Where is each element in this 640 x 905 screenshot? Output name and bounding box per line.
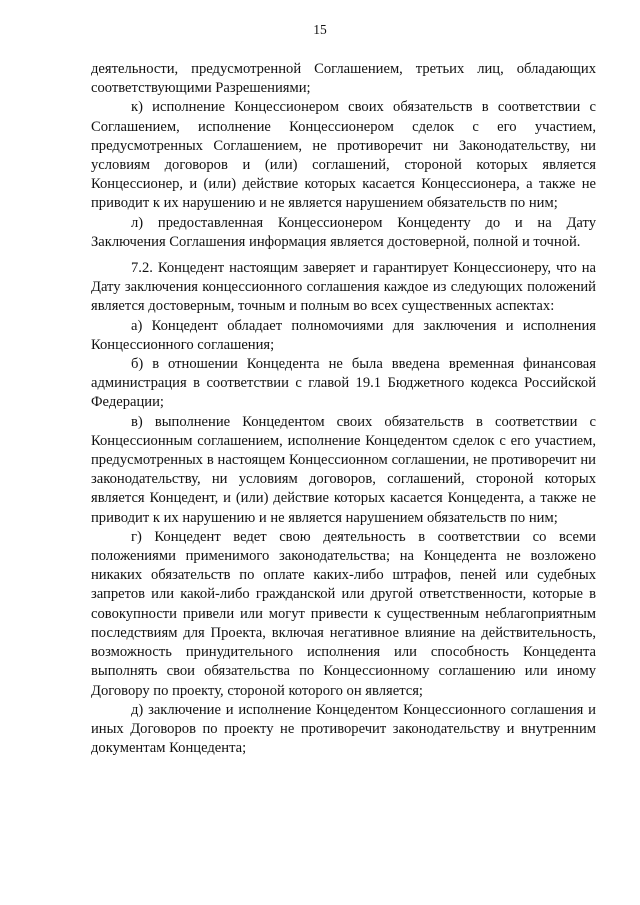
page-number: 15 [313,22,327,37]
paragraph-section-7-2: 7.2. Концедент настоящим заверяет и гарантирует Концессионеру, что на Дату заключения концессионного соглашения каждое из следующих положений является достоверным, точным и полным во всех существенных аспектах: [91,260,596,315]
paragraph-item-b: б) в отношении Концедента не была введена временная финансовая администрация в соответствии с главой 19.1 Бюджетного кодекса Российской Федерации; [91,356,596,411]
paragraph-item-g: г) Концедент ведет свою деятельность в соответствии со всеми положениями применимого законодательства; на Концедента не возложено никаких обязательств по оплате каких-либо штрафов, пеней или судебных запретов или какой-либо гражданской или другой ответственности, которые в совокупности привели или могут привести к существенным неблагоприятным последствиям для Проекта, включая негативное влияние на действительность, возможность принудительного исполнения или способность Концедента выполнять свои обязательства по Концессионному соглашению или иному Договору по проекту, стороной которого он является; [91,528,596,699]
paragraph-item-d: д) заключение и исполнение Концедентом Концессионного соглашения и иных Договоров по проекту не противоречит законодательству и внутренним документам Концедента; [91,701,596,757]
paragraph-item-v: в) выполнение Концедентом своих обязательств в соответствии с Концессионным соглашением, исполнение Концедентом сделок с его участием, предусмотренных в настоящем Концессионном соглашении, не противоречит ни законодательству, ни условиям договоров, соглашений, стороной которых является Концедент, и (или) действие которых касается Концедента, а также не приводит к их нарушению и не является нарушением обязательств по ним; [91,413,596,526]
paragraph-item-k: к) исполнение Концессионером своих обязательств в соответствии с Соглашением, исполнение Концессионером сделок с его участием, предусмотренных Соглашением, не противоречит ни Законодательству, ни условиям договоров и (или) соглашений, стороной которых является Концессионер, и (или) действие которых касается Концессионера, а также не приводит к их нарушению и не является нарушением обязательств по ним; [91,99,596,212]
paragraph-item-l: л) предоставленная Концессионером Концеденту до и на Дату Заключения Соглашения информация является достоверной, полной и точной. [91,214,596,250]
paragraph-continuation: деятельности, предусмотренной Соглашением, третьих лиц, обладающих соответствующими Разрешениями; [91,61,596,97]
document-body [91,60,596,758]
paragraph-item-a: а) Концедент обладает полномочиями для заключения и исполнения Концессионного соглашения; [91,317,596,353]
